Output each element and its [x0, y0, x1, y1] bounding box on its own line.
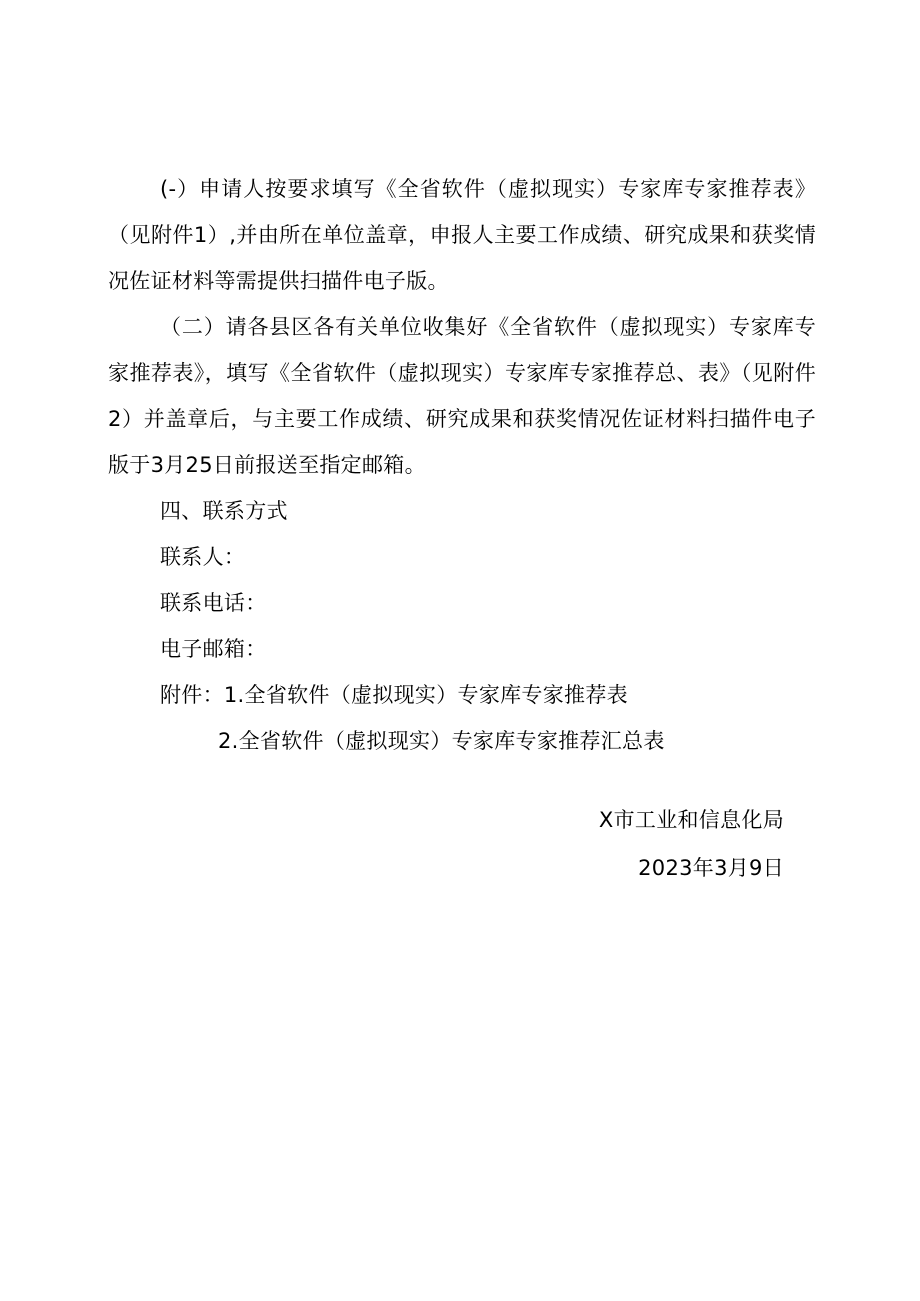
contact-person-label: 联系人： [160, 545, 246, 569]
attachment-2: 2.全省软件（虚拟现实）专家库专家推荐汇总表 [218, 729, 665, 753]
contact-email-label: 电子邮箱： [160, 637, 267, 661]
signature-block [599, 796, 784, 892]
attachment-1: 附件：1.全省软件（虚拟现实）专家库专家推荐表 [160, 683, 628, 707]
paragraph-submission-instructions: （二）请各县区各有关单位收集好《全省软件（虚拟现实）专家库专家推荐表》，填写《全省软件（虚拟现实）专家库专家推荐总、表》（见附件2）并盖章后，与主要工作成绩、研究成果和获奖情况佐证材料扫描件电子版于3月25日前报送至指定邮箱。 [108, 315, 816, 477]
section-heading-contact: 四、联系方式 [160, 499, 288, 523]
issue-date: 2023年3月9日 [638, 856, 784, 880]
contact-phone-label: 联系电话： [160, 591, 267, 615]
paragraph-application-requirements: (-）申请人按要求填写《全省软件（虚拟现实）专家库专家推荐表》（见附件1）,并由所在单位盖章，申报人主要工作成绩、研究成果和获奖情况佐证材料等需提供扫描件电子版。 [108, 177, 816, 293]
issuing-organization: X市工业和信息化局 [598, 808, 784, 832]
document-body [108, 166, 816, 764]
